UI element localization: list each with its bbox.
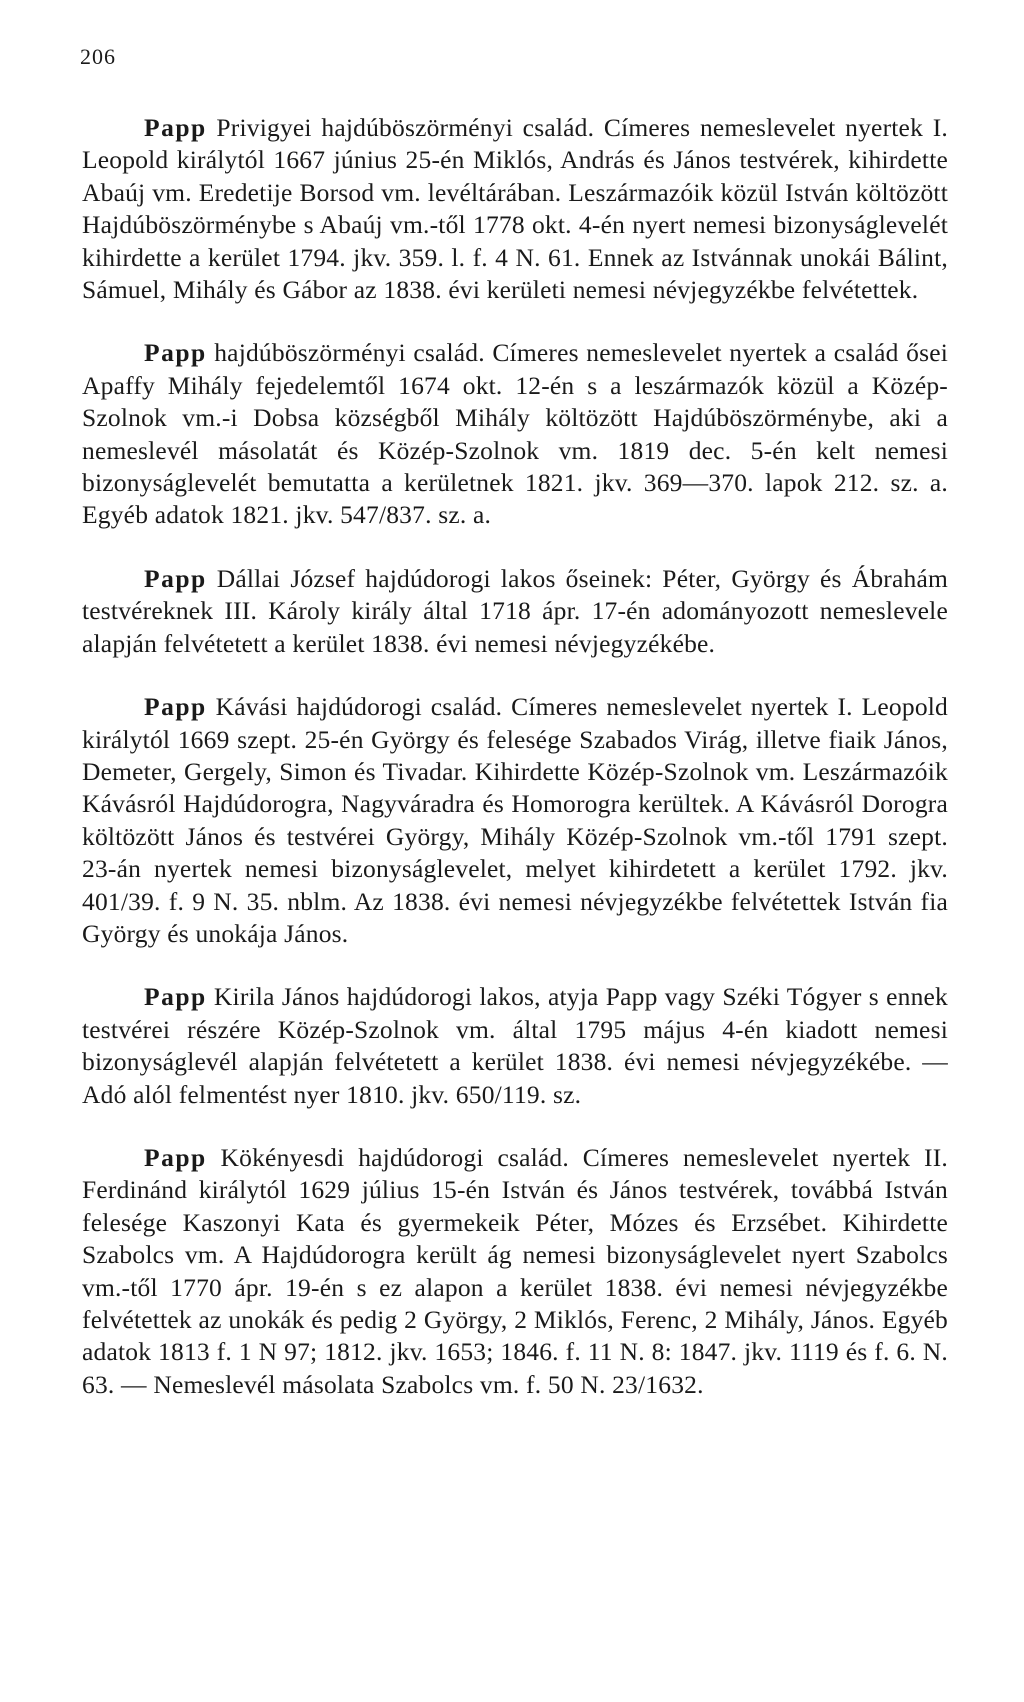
entry-text: Kávási hajdúdorogi család. Címeres nemeslevelet nyertek I. Leopold királytól 1669 szept. 25-én György és felesége Szabados Virág, illetve fiaik János, Demeter, Gergely, Simon és Tivadar. Kihirdette Közép-Szolnok vm. Leszármazóik Kávásról Hajdúdorogra, Nagyváradra és Homorogra kerültek. A Kávásról Dorogra költözött János és testvérei György, Mihály Közép-Szolnok vm.-től 1791 szept. 23-án nyertek nemesi bizonyságlevelet, melyet kihirdetett a kerület 1792. jkv. 401/39. f. 9 N. 35. nblm. Az 1838. évi nemesi névjegyzékbe felvétettek István fia György és unokája János. [82, 692, 948, 948]
entry-surname: Papp [144, 563, 207, 593]
family-entry-dallai [82, 563, 948, 660]
family-entry-privigyei [82, 112, 948, 306]
entry-text: Dállai József hajdúdorogi lakos őseinek: Péter, György és Ábrahám testvéreknek III. Károly király által 1718 ápr. 17-én adományozott nemeslevele alapján felvétetett a kerület 1838. évi nemesi névjegyzékébe. [82, 563, 948, 658]
family-entry-kavasi [82, 691, 948, 950]
entry-text: Kökényesdi hajdúdorogi család. Címeres nemeslevelet nyertek II. Ferdinánd királytól 1629 július 15-én István és János testvérek, továbbá István felesége Kaszonyi Kata és gyermekeik Péter, Mózes és Erzsébet. Kihirdette Szabolcs vm. A Hajdúdorogra került ág nemesi bizonyságlevelet nyert Szabolcs vm.-től 1770 ápr. 19-én s ez alapon a kerület 1838. évi nemesi névjegyzékbe felvétettek az unokák és pedig 2 György, 2 Miklós, Ferenc, 2 Mihály, János. Egyéb adatok 1813 f. 1 N 97; 1812. jkv. 1653; 1846. f. 11 N. 8: 1847. jkv. 1119 és f. 6. N. 63. — Nemeslevél másolata Szabolcs vm. f. 50 N. 23/1632. [82, 1142, 948, 1399]
page-body [82, 112, 948, 1432]
entry-text: Kirila János hajdúdorogi lakos, atyja Papp vagy Széki Tógyer s ennek testvérei részére Közép-Szolnok vm. által 1795 május 4-én kiadott nemesi bizonyságlevél alapján felvétetett a kerület 1838. évi nemesi névjegyzékébe. — Adó alól felmentést nyer 1810. jkv. 650/119. sz. [82, 982, 949, 1109]
entry-surname: Papp [144, 113, 207, 142]
family-entry-hajduboszormenyi [82, 337, 948, 531]
entry-surname: Papp [144, 982, 207, 1012]
family-entry-kirila [82, 981, 948, 1111]
entry-surname: Papp [144, 692, 207, 722]
entry-surname: Papp [144, 1142, 207, 1172]
entry-text: hajdúböszörményi család. Címeres nemeslevelet nyertek a család ősei Apaffy Mihály fejedelemtől 1674 okt. 12-én s a leszármazók közül a Közép-Szolnok vm.-i Dobsa községből Mihály költözött Hajdúböszörménybe, aki a nemeslevél másolatát és Közép-Szolnok vm. 1819 dec. 5-én kelt nemesi bizonyságlevelét bemutatta a kerületnek 1821. jkv. 369—370. lapok 212. sz. a. Egyéb adatok 1821. jkv. 547/837. sz. a. [82, 338, 949, 530]
family-entry-kokenyesdi [82, 1142, 948, 1401]
entry-surname: Papp [144, 338, 207, 368]
page-number: 206 [80, 44, 116, 69]
entry-text: Privigyei hajdúböszörményi család. Címeres nemeslevelet nyertek I. Leopold királytól 1667 június 25-én Miklós, András és János testvérek, kihirdette Abaúj vm. Eredetije Borsod vm. levéltárában. Leszármazóik közül István költözött Hajdúböszörménybe s Abaúj vm.-től 1778 okt. 4-én nyert nemesi bizonyságlevelét kihirdette a kerület 1794. jkv. 359. l. f. 4 N. 61. Ennek az Istvánnak unokái Bálint, Sámuel, Mihály és Gábor az 1838. évi kerületi nemesi névjegyzékbe felvétettek. [82, 113, 948, 305]
